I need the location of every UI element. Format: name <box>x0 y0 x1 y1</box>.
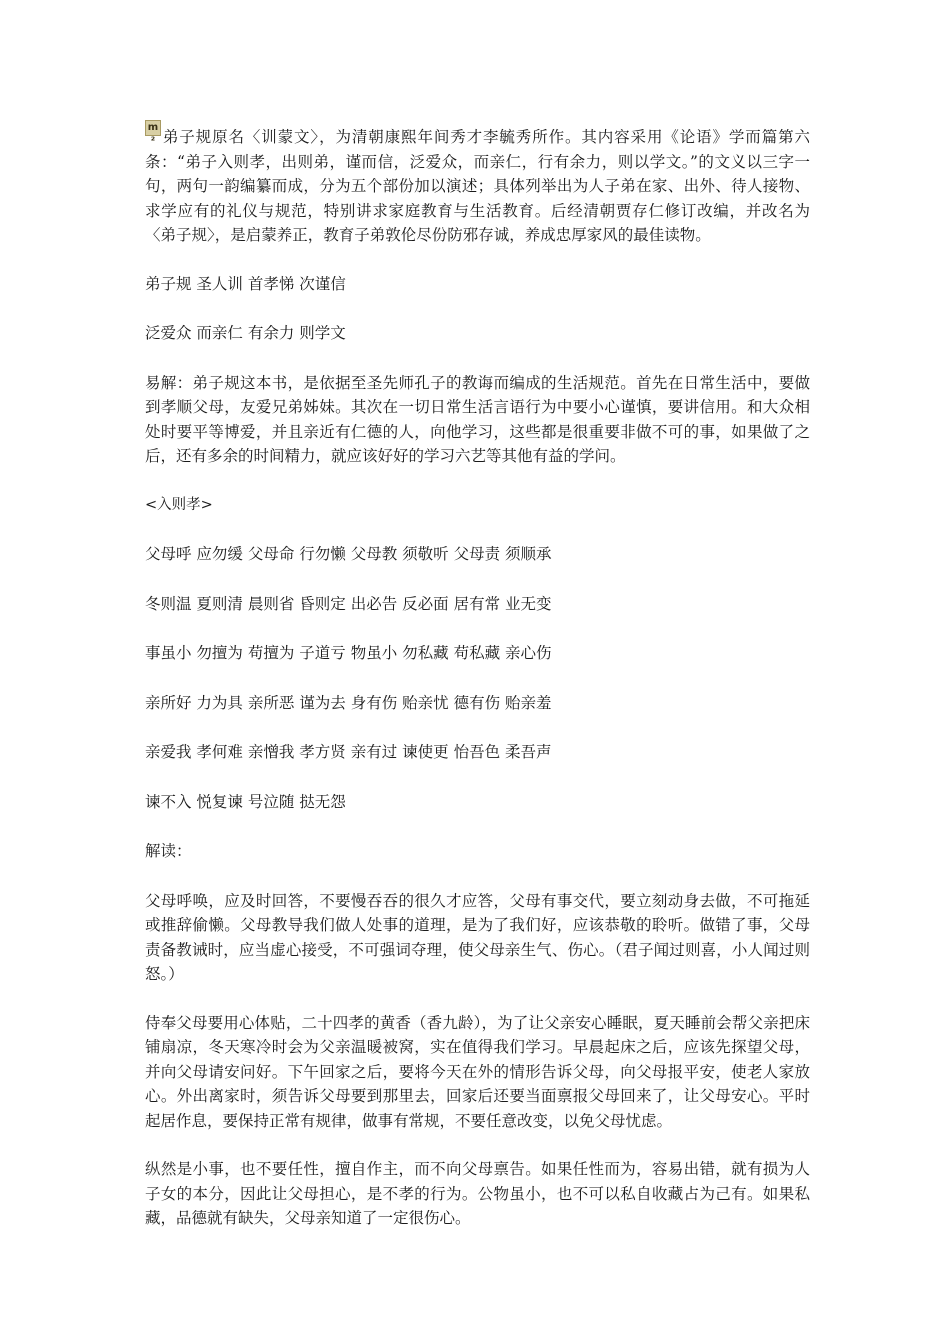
verse-line: 父母呼 应勿缓 父母命 行勿懒 父母教 须敬听 父母责 须顺承 <box>145 545 552 563</box>
verse-line-opening-1: 弟子规 圣人训 首孝悌 次谨信 <box>145 274 346 293</box>
explanation-paragraph: 易解：弟子规这本书，是依据至圣先师孔子的教诲而编成的生活规范。首先在日常生活中，要做到孝顺父母，友爱兄弟姊妹。其次在一切日常生活言语行为中要小心谨慎，要讲信用。和大众相处时要平等博爱，并且亲近有仁德的人，向他学习，这些都是很重要非做不可的事，如果做了之后，还有多余的时间精力，就应该好好的学习六艺等其他有益的学问。 <box>145 373 810 465</box>
verse-line: 谏不入 悦复谏 号泣随 挞无怨 <box>145 792 346 811</box>
interpretation-paragraph: 纵然是小事，也不要任性，擅自作主，而不向父母禀告。如果任性而为，容易出错，就有损为人子女的本分，因此让父母担心，是不孝的行为。公物虽小，也不可以私自收藏占为己有。如果私藏，品德就有缺失，父母亲知道了一定很伤心。 <box>145 1160 810 1227</box>
interpretation-paragraph: 父母呼唤，应及时回答，不要慢吞吞的很久才应答，父母有事交代，要立刻动身去做，不可拖延或推辞偷懒。父母教导我们做人处事的道理，是为了我们好，应该恭敬的聆听。做错了事，父母责备教诫时，应当虚心接受，不可强词夺理，使父母亲生气、伤心。（君子闻过则喜，小人闻过则怒。） <box>145 891 810 983</box>
verse-line-opening-2: 泛爱众 而亲仁 有余力 则学文 <box>145 324 346 342</box>
verse-line: 亲所好 力为具 亲所恶 谨为去 身有伤 贻亲忧 德有伤 贻亲羞 <box>145 693 552 712</box>
interpretation-label: 解读： <box>145 842 192 860</box>
document-badge-icon: m² <box>145 120 161 136</box>
verse-line: 亲爱我 孝何难 亲憎我 孝方贤 亲有过 谏使更 怡吾色 柔吾声 <box>145 743 552 761</box>
interpretation-paragraph: 侍奉父母要用心体贴，二十四孝的黄香（香九龄），为了让父亲安心睡眠，夏天睡前会帮父亲把床铺扇凉，冬天寒冷时会为父亲温暖被窝，实在值得我们学习。早晨起床之后，应该先探望父母，并向父母请安问好。下午回家之后，要将今天在外的情形告诉父母，向父母报平安，使老人家放心。外出离家时，须告诉父母要到那里去，回家后还要当面禀报父母回来了，让父母安心。平时起居作息，要保持正常有规律，做事有常规，不要任意改变，以免父母忧虑。 <box>145 1013 810 1130</box>
verse-line: 事虽小 勿擅为 苟擅为 子道亏 物虽小 勿私藏 苟私藏 亲心伤 <box>145 644 552 662</box>
verse-line: 冬则温 夏则清 晨则省 昏则定 出必告 反必面 居有常 业无变 <box>145 594 552 613</box>
intro-paragraph <box>145 120 810 248</box>
intro-text: 弟子规原名〈训蒙文〉，为清朝康熙年间秀才李毓秀所作。其内容采用《论语》学而篇第六条：“弟子入则孝，出则弟，谨而信，泛爱众，而亲仁，行有余力，则以学文。”的文义以三字一句，两句一韵编纂而成，分为五个部份加以演述；具体列举出为人子弟在家、出外、待人接物、求学应有的礼仪与规范，特别讲求家庭教育与生活教育。后经清朝贾存仁修订改编，并改名为〈弟子规〉，是启蒙养正，教育子弟敦伦尽份防邪存诚，养成忠厚家风的最佳读物。 <box>145 128 810 244</box>
document-page <box>145 120 810 1255</box>
section-title: <入则孝> <box>145 496 213 513</box>
